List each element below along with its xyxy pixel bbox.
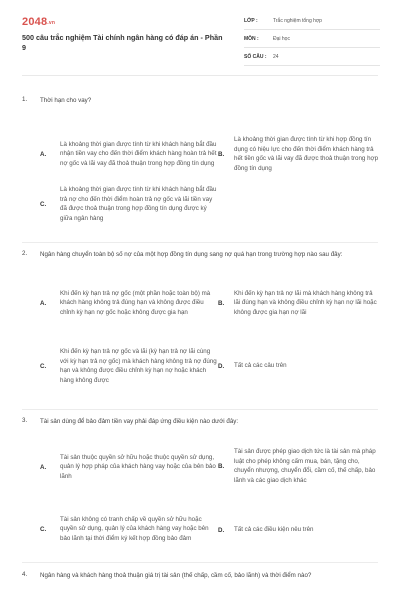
option-c[interactable] [40,338,218,394]
question-4 [22,571,378,597]
option-text: Tài sản thuộc quyền sở hữu hoặc thuộc quyền sử dụng, quản lý hợp pháp của khách hàng vay hoặc của bên bảo lãnh [60,453,216,480]
meta-key: LỚP : [244,17,258,24]
option-letter: A. [40,463,47,471]
option-text: Khi đến kỳ hạn trả nợ lãi mà khách hàng không trả lãi đúng hạn và không điều chỉnh kỳ hạn nợ lãi hoặc không được gia hạn nợ lãi [234,289,377,316]
document-meta [244,12,380,66]
option-letter: D. [218,526,225,534]
question-number: 1. [22,96,28,103]
question-divider [22,562,378,563]
option-text: Là khoảng thời gian được tính từ khi hợp đồng tín dụng có hiệu lực cho đến thời điểm khách hàng trả hết tiền gốc và lãi vay đã được thoả thuận trong hợp đồng tín dụng [234,136,379,172]
option-b[interactable] [218,437,378,495]
question-number: 2. [22,250,28,257]
meta-value: Đại học [273,35,290,42]
question-1 [22,96,378,226]
meta-key: MÔN : [244,35,259,42]
document-header [0,0,400,66]
option-letter: D. [218,362,225,370]
option-c[interactable] [40,176,218,232]
option-letter: B. [218,462,225,470]
question-divider [22,409,378,410]
meta-row-class [244,12,380,30]
option-letter: A. [40,150,47,158]
option-b[interactable] [218,130,378,178]
option-text: Tài sản được phép giao dịch tức là tài sản mà pháp luật cho phép không cấm mua, bán, tặng cho, chuyển nhượng, chuyển đổi, cầm cố, thế chấp, bảo lãnh và các giao dịch khác [234,448,376,484]
option-b[interactable] [218,278,378,328]
question-text: Tài sản dùng để bảo đảm tiền vay phải đáp ứng điều kiện nào dưới đây: [40,418,239,425]
option-text: Khi đến kỳ hạn trả nợ gốc và lãi (kỳ hạn trả nợ lãi cùng với kỳ hạn trả nợ gốc) mà khách hàng không trả nợ đúng hạn và không được điều chỉnh kỳ hạn nợ hoặc khách hàng không được [60,348,217,384]
option-letter: C. [40,200,47,208]
option-text: Tất cả các câu trên [234,362,287,370]
question-3 [22,417,378,557]
question-2 [22,250,378,405]
option-letter: B. [218,299,225,307]
question-text: Ngân hàng và khách hàng thoả thuận giá trị tài sản (thế chấp, cầm cố, bảo lãnh) và thời điểm nào? [40,572,312,579]
question-divider [22,242,378,243]
logo-main: 2048 [22,16,48,28]
option-c[interactable] [40,505,218,553]
option-letter: C. [40,362,47,370]
option-text: Tài sản không có tranh chấp về quyền sở hữu hoặc quyền sử dụng, quản lý của khách hàng vay hoặc bên bảo lãnh tại thời điểm ký kết hợp đồng bảo đảm [60,515,209,542]
question-number: 4. [22,571,28,578]
meta-row-subject [244,30,380,48]
option-text: Khi đến kỳ hạn trả nợ gốc (một phần hoặc toàn bộ) mà khách hàng không trả đúng hạn và không được điều chỉnh kỳ hạn nợ gốc hoặc không được gia hạn [60,289,211,316]
option-letter: B. [218,150,225,158]
meta-value: 24 [273,53,279,60]
meta-key: SỐ CÂU : [244,53,267,60]
question-text: Ngân hàng chuyển toàn bộ số nợ của một hợp đồng tín dụng sang nợ quá hạn trong trường hợp nào sau đây: [40,251,343,258]
header-divider [22,75,378,76]
option-a[interactable] [40,130,218,178]
option-text: Là khoảng thời gian được tính từ khi khách hàng bắt đầu nhận tiền vay cho đến thời điểm khách hàng hoàn trả hết nợ gốc và lãi vay đã thoả thuận trong hợp đồng tín dụng [60,140,217,167]
option-text: Tất cả các điều kiện nêu trên [234,526,314,534]
question-text: Thời hạn cho vay? [40,97,92,104]
logo-tld: .vn [47,20,56,26]
option-d[interactable] [218,524,378,536]
meta-value: Trắc nghiệm tổng hợp [273,17,322,24]
question-number: 3. [22,417,28,424]
site-logo[interactable] [22,16,55,28]
option-a[interactable] [40,439,218,495]
option-text: Là khoảng thời gian được tính từ khi khách hàng bắt đầu trả nợ cho đến thời điểm hoàn trả nợ gốc và lãi tiền vay đã được thoả thuận trong hợp đồng tín dụng được ký giữa ngân hàng [60,186,217,222]
option-letter: C. [40,525,47,533]
option-a[interactable] [40,278,218,328]
document-title: 500 câu trắc nghiệm Tài chính ngân hàng có đáp án - Phần 9 [22,33,223,52]
option-letter: A. [40,299,47,307]
meta-row-count [244,48,380,66]
option-d[interactable] [218,360,378,372]
